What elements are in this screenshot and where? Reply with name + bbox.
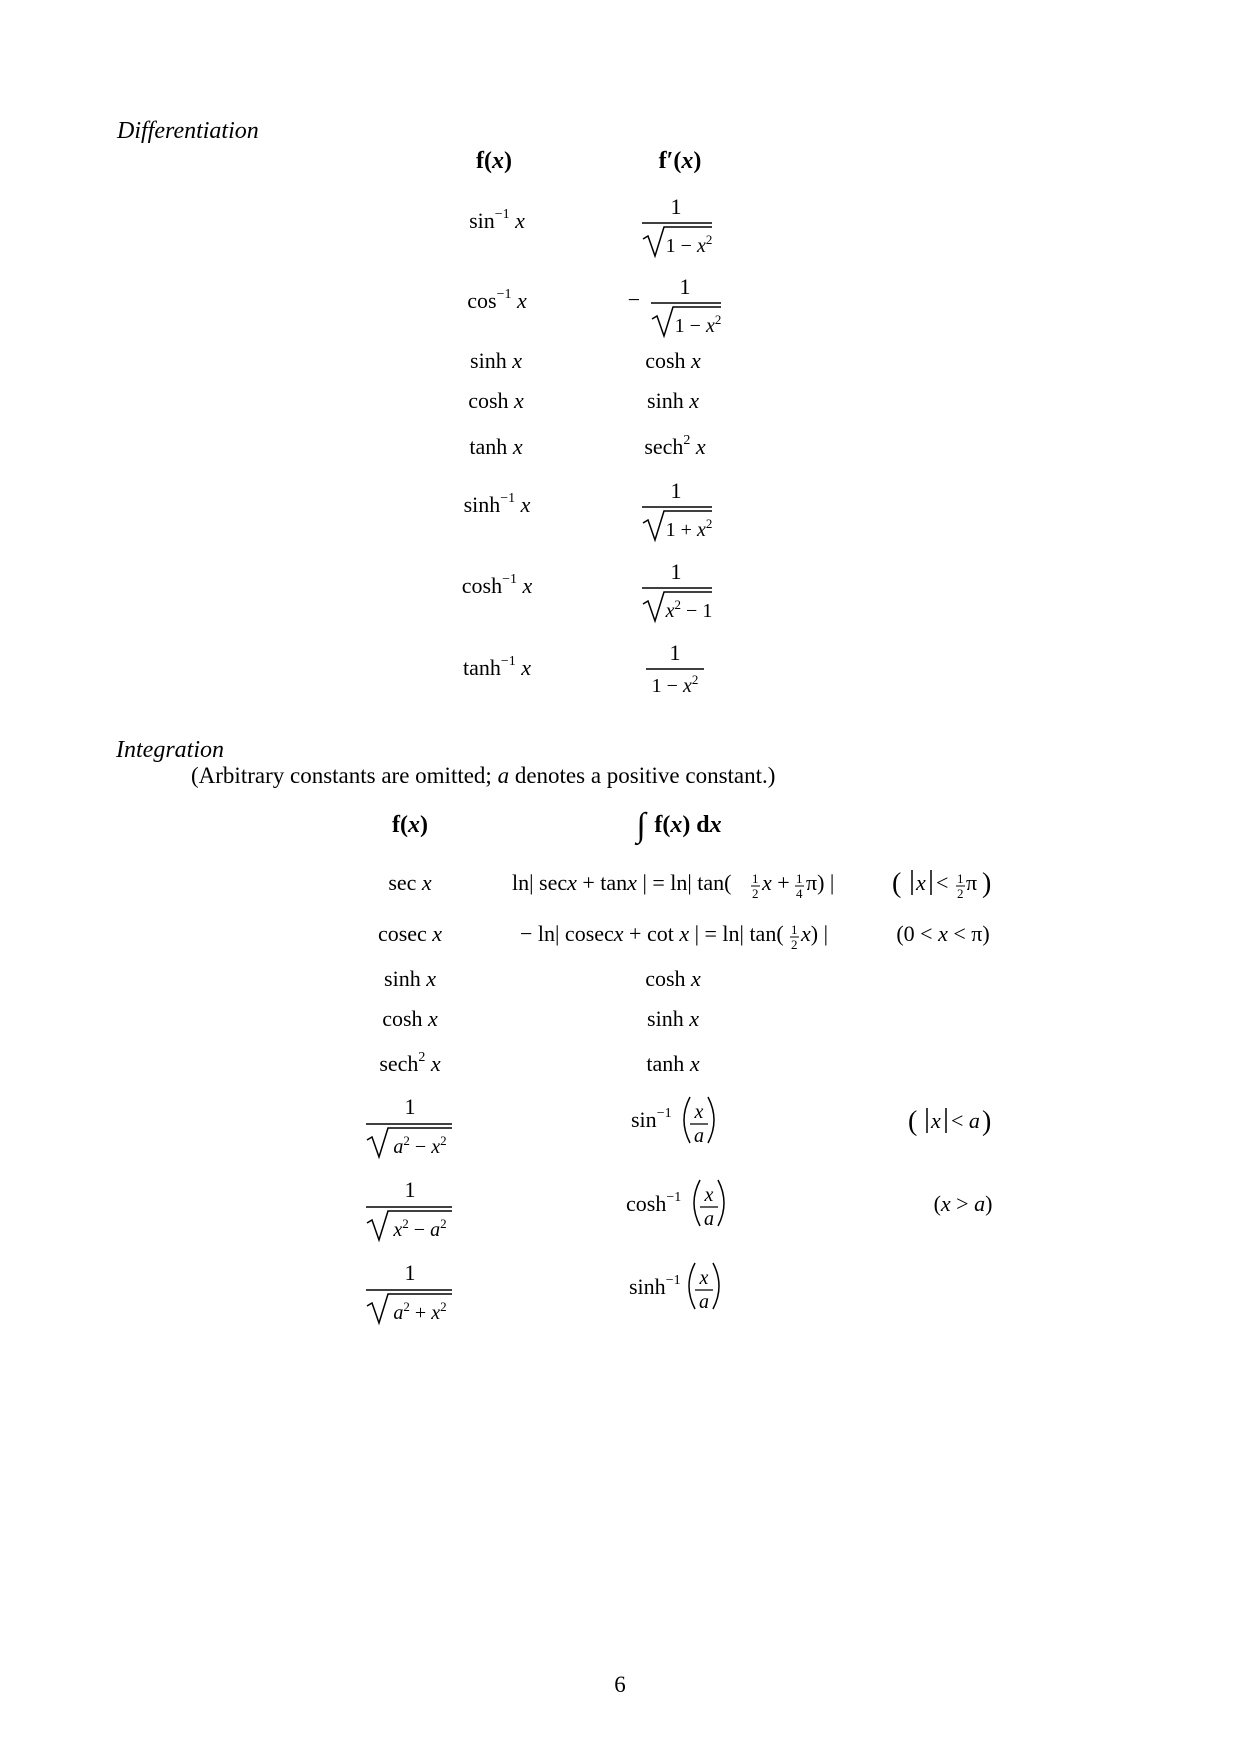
int-int-2 [520, 921, 828, 952]
svg-text:2: 2 [752, 886, 759, 901]
svg-text:ln| secx + tanx | = ln| tan(: ln| secx + tanx | = ln| tan( [512, 870, 732, 895]
svg-text:4: 4 [796, 886, 803, 901]
svg-text:1 − x2: $1 - x^2$ [665, 232, 713, 257]
diff-header-f: f(x) [476, 148, 512, 174]
svg-text:2: 2 [791, 937, 798, 952]
svg-text:1: 1 [791, 922, 798, 937]
int-int-8 [629, 1263, 719, 1313]
int-f-7 [366, 1177, 452, 1241]
svg-text:1: 1 [404, 1094, 416, 1119]
int-cond-6 [908, 1106, 991, 1137]
svg-text:1: 1 [670, 478, 682, 503]
svg-text:sin−1: $\sin^{-1}$ [631, 1106, 672, 1132]
diff-row-8 [463, 640, 704, 697]
svg-text:1 − x2: $1 - x^2$ [651, 672, 699, 697]
svg-text:1: 1 [670, 194, 682, 219]
svg-text:1: 1 [404, 1177, 416, 1202]
svg-text:x2 − 1: $x^2 - 1$ [665, 597, 713, 622]
svg-text:f(x) dx: f(x) dx [654, 812, 722, 838]
differentiation-table [0, 0, 1240, 760]
svg-text:π) |: π) | [806, 870, 835, 895]
diff-row-1 [469, 194, 712, 257]
svg-text:x: x [704, 1184, 714, 1206]
svg-text:a: a [699, 1291, 709, 1313]
diff-df-3: cosh x [645, 348, 701, 373]
int-f-6 [366, 1094, 452, 1158]
int-cond-1 [892, 868, 991, 901]
int-header-int [634, 807, 721, 846]
svg-text:x: x [916, 870, 926, 895]
svg-text:a2 + x2: $a^2 + x^2$ [393, 1299, 447, 1324]
svg-text:x2 − a2: $x^2 - a^2$ [393, 1216, 447, 1241]
svg-text:sinh−1: $\sinh^{-1}$ [629, 1273, 681, 1299]
int-f-8 [366, 1260, 452, 1324]
svg-text:π: π [966, 870, 978, 895]
int-int-6 [631, 1097, 714, 1147]
int-cond-7: (x > a) [933, 1191, 993, 1216]
diff-f-4: cosh x [468, 388, 524, 413]
diff-df-5: sech$^2$ x [644, 433, 706, 459]
int-f-1: sec x [388, 870, 432, 895]
diff-row-7 [462, 559, 713, 622]
svg-text:< a: < a [951, 1108, 980, 1133]
differentiation-title: Differentiation [117, 118, 259, 144]
svg-text:1: 1 [669, 640, 681, 665]
svg-text:a: a [694, 1125, 704, 1147]
svg-text:1: 1 [796, 871, 803, 886]
diff-f-3: sinh x [470, 348, 522, 373]
page-number: 6 [614, 1672, 626, 1697]
int-int-7 [626, 1180, 724, 1230]
int-int-1 [512, 870, 834, 901]
diff-f-7: $\cosh^{-1} x$ [461, 572, 533, 598]
svg-text:x: x [699, 1267, 709, 1289]
int-int-5: tanh x [646, 1051, 700, 1076]
diff-f-2: $\cos^{-1} x$ [467, 287, 527, 313]
diff-f-8: $\tanh^{-1} x$ [462, 654, 532, 680]
svg-text:a: a [704, 1208, 714, 1230]
svg-text:1: 1 [957, 871, 964, 886]
svg-text:2: 2 [957, 886, 964, 901]
svg-text:<: < [936, 870, 949, 895]
svg-text:∫: ∫ [636, 807, 646, 844]
diff-f-1: $\sin^{-1} x$ [469, 207, 525, 233]
svg-text:x) |: x) | [801, 921, 828, 946]
svg-text:(: ( [892, 868, 902, 899]
svg-text:x: x [931, 1108, 941, 1133]
svg-text:): ) [982, 1106, 992, 1137]
diff-header-fprime: f′(x) [658, 148, 702, 174]
svg-text:1: 1 [679, 274, 691, 299]
svg-text:− ln| cosecx + cot x | = ln| t: − ln| cosecx + cot x | = ln| tan( [520, 921, 784, 946]
svg-text:1: 1 [404, 1260, 416, 1285]
svg-text:x: x [694, 1101, 704, 1123]
diff-f-5: tanh x [469, 434, 523, 459]
diff-f-6: $\sinh^{-1} x$ [463, 491, 531, 517]
int-f-2: cosec x [377, 921, 443, 946]
int-header-f: f(x) [392, 812, 428, 838]
int-f-5: sech$^2$ x [379, 1050, 441, 1076]
svg-text:a2 − x2: $a^2 - x^2$ [393, 1133, 447, 1158]
diff-row-6 [464, 478, 713, 541]
svg-text:1 − x2: $1 - x^2$ [674, 312, 722, 337]
int-f-3: sinh x [384, 966, 436, 991]
diff-row-2 [467, 274, 721, 337]
svg-text:): ) [982, 868, 992, 899]
integration-title: Integration [116, 737, 224, 763]
int-f-4: cosh x [382, 1006, 438, 1031]
diff-df-4: sinh x [647, 388, 699, 413]
svg-text:(: ( [908, 1106, 918, 1137]
int-int-3: cosh x [645, 966, 701, 991]
integration-note: (Arbitrary constants are omitted; a denotes a positive constant.) [191, 763, 776, 788]
svg-text:1 + x2: $1 + x^2$ [665, 516, 713, 541]
int-cond-2: (0 < x < π) [896, 921, 990, 946]
svg-text:1: 1 [752, 871, 759, 886]
svg-text:cosh−1: $\cosh^{-1}$ [626, 1190, 682, 1216]
svg-text:x +: x + [762, 870, 790, 895]
integration-table [0, 790, 1240, 1350]
svg-text:−: − [627, 287, 641, 312]
svg-text:1: 1 [670, 559, 682, 584]
int-int-4: sinh x [647, 1006, 699, 1031]
